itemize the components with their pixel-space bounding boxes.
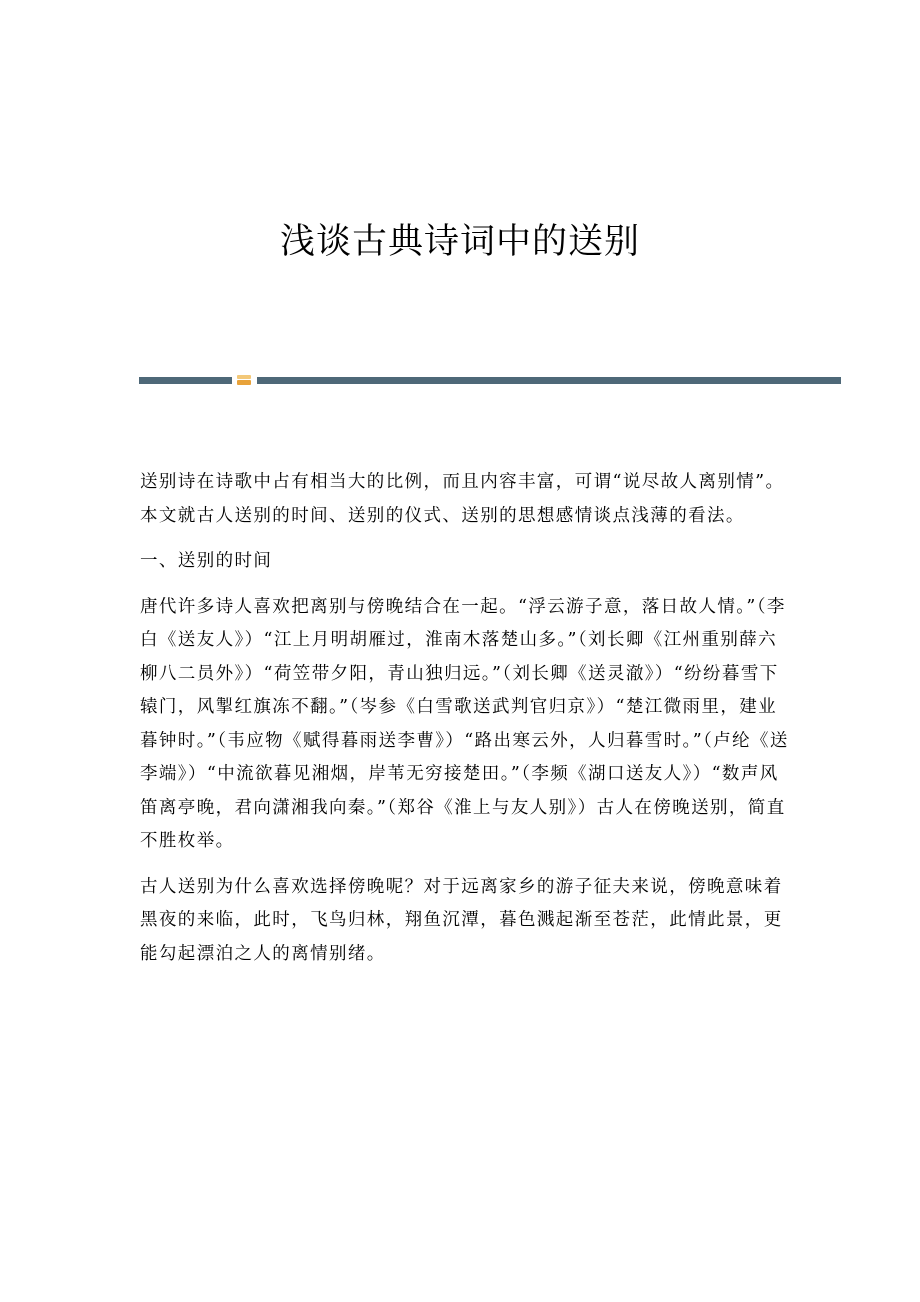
document-title: 浅谈古典诗词中的送别 — [279, 222, 640, 262]
paragraph-reason: 古人送别为什么喜欢选择傍晚呢？对于远离家乡的游子征夫来说，傍晚意味着黑夜的来临，此时，飞鸟归林，翔鱼沉潭，暮色溅起渐至苍茫，此情此景，更能勾起漂泊之人的离情别绪。 — [140, 876, 783, 964]
ornament-icon — [236, 374, 252, 386]
section-heading: 一、送别的时间 — [140, 551, 273, 571]
body-text — [140, 466, 790, 983]
paragraph-examples: 唐代许多诗人喜欢把离别与傍晚结合在一起。“浮云游子意，落日故人情。”（李白《送友人》）“江上月明胡雁过，淮南木落楚山多。”（刘长卿《江州重别薛六柳八二员外》）“荷笠带夕阳，青山独归远。”（刘长卿《送灵澈》）“纷纷暮雪下辕门，风掣红旗冻不翻。”（岑参《白雪歌送武判官归京》）“楚江微雨里，建业暮钟时。”（韦应物《赋得暮雨送李曹》）“路出寒云外，人归暮雪时。”（卢纶《送李端》）“中流欲暮见湘烟，岸苇无穷接楚田。”（李频《湖口送友人》）“数声风笛离亭晚，君向潇湘我向秦。”（郑谷《淮上与友人别》）古人在傍晚送别，简直不胜枚举。 — [140, 596, 789, 851]
paragraph-intro: 送别诗在诗歌中占有相当大的比例，而且内容丰富，可谓“说尽故人离别情”。本文就古人送别的时间、送别的仪式、送别的思想感情谈点浅薄的看法。 — [140, 472, 785, 526]
divider-bar-right — [257, 377, 841, 384]
divider-bar-left — [139, 377, 232, 384]
title-divider — [139, 374, 841, 386]
